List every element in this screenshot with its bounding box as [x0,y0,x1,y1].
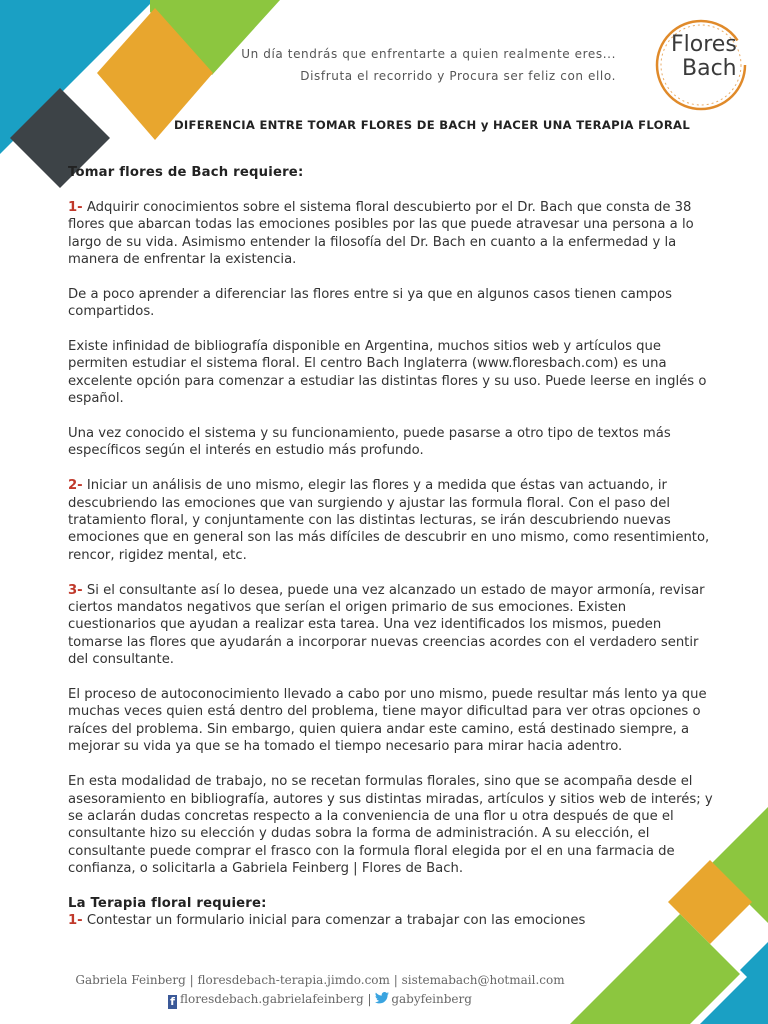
footer-separator: | [367,992,372,1006]
paragraph-e: En esta modalidad de trabajo, no se recetan formulas florales, sino que se acompaña desde el asesoramiento en bibliografía, autores y sus distintas miradas, artículos y sitios web de interés; y se aclarán dudas concretas respecto a la conveniencia de una flor u otra después de que el consultante hizo su elección y dudas sobra la forma de administración. A su elección, el consultante puede comprar el frasco con la formula floral elegida por el en una farmacia de confianza, o solicitarla a Gabriela Feinberg | Flores de Bach. [68,774,713,877]
tagline-line1: Un día tendrás que enfrentarte a quien realmente eres... [241,47,616,61]
section1-heading: Tomar flores de Bach requiere: [68,165,304,180]
item4-text: Contestar un formulario inicial para comenzar a trabajar con las emociones [82,913,586,929]
twitter-icon[interactable] [375,992,389,1004]
logo-text-bach: Bach [682,56,737,81]
item3-number: 3- [68,582,83,598]
logo-text-flores: Flores [671,32,737,57]
facebook-icon[interactable]: f [168,995,177,1009]
item4-paragraph [68,912,718,929]
paragraph-d: El proceso de autoconocimiento llevado a cabo por uno mismo, puede resultar más lento ya que muchas veces quien está dentro del problema, tiene mayor dificultad para ver otras opciones o raíces del problema. Sin embargo, quien quiera andar este camino, está destinado siempre, a mejorar su vida ya que se ha tomado el tiempo necesario para mirar hacia adentro. [68,687,707,755]
twitter-handle[interactable]: gabyfeinberg [391,992,472,1006]
paragraph-b: Existe infinidad de bibliografía disponible en Argentina, muchos sitios web y artículos que permiten estudiar el sistema floral. El centro Bach Inglaterra (www.floresbach.com) es una excelente opción para comenzar a estudiar las distintas flores y su uso. Puede leerse en inglés o español. [68,339,707,407]
item2-text: Iniciar un análisis de uno mismo, elegir las flores y a medida que éstas van actuando, ir descubriendo las emociones que van surgiendo y ajustar las formula floral. Con el paso del tratamiento floral, y conjuntamente con las distintas lecturas, se irán descubriendo nuevas emociones que en general son las más difíciles de descubrir en uno mismo, como resentimiento, rencor, rigidez mental, etc. [68,478,710,563]
item1-text: Adquirir conocimientos sobre el sistema floral descubierto por el Dr. Bach que consta de 38 flores que abarcan todas las emociones posibles por las que puede atravesar una persona a lo largo de su vida. Asimismo entender la filosofía del Dr. Bach en cuanto a la enfermedad y la manera de enfrentar la existencia. [68,199,694,268]
item3-text: Si el consultante así lo desea, puede una vez alcanzado un estado de mayor armonía, revisar ciertos mandatos negativos que serían el origen primario de sus emociones. Existen cuestionarios que ayudan a realizar esta tarea. Una vez identificados los mismos, pueden tomarse las flores que ayudarán a incorporar nuevas creencias acordes con el verdadero sentir del consultante. [68,582,705,668]
footer-social [0,992,640,1009]
document-title: DIFERENCIA ENTRE TOMAR FLORES DE BACH y HACER UNA TERAPIA FLORAL [174,118,691,132]
section2-heading: La Terapia floral requiere: [68,895,267,911]
paragraph-a: De a poco aprender a diferenciar las flores entre si ya que en algunos casos tienen campos compartidos. [68,286,672,320]
tagline-line2: Disfruta el recorrido y Procura ser feliz con ello. [300,69,616,83]
facebook-handle[interactable]: floresdebach.gabrielafeinberg [180,992,364,1006]
item1-paragraph [68,199,718,269]
paragraph-c: Una vez conocido el sistema y su funcionamiento, puede pasarse a otro tipo de textos más específicos según el interés en estudio más profundo. [68,426,671,459]
item4-number: 1- [68,913,83,929]
footer-contact: Gabriela Feinberg | floresdebach-terapia.jimdo.com | sistemabach@hotmail.com [75,973,565,987]
item3-paragraph [68,582,718,669]
item2-paragraph [68,477,718,564]
document-body [68,164,718,930]
item2-number: 2- [68,478,83,494]
item1-number: 1- [68,199,83,215]
